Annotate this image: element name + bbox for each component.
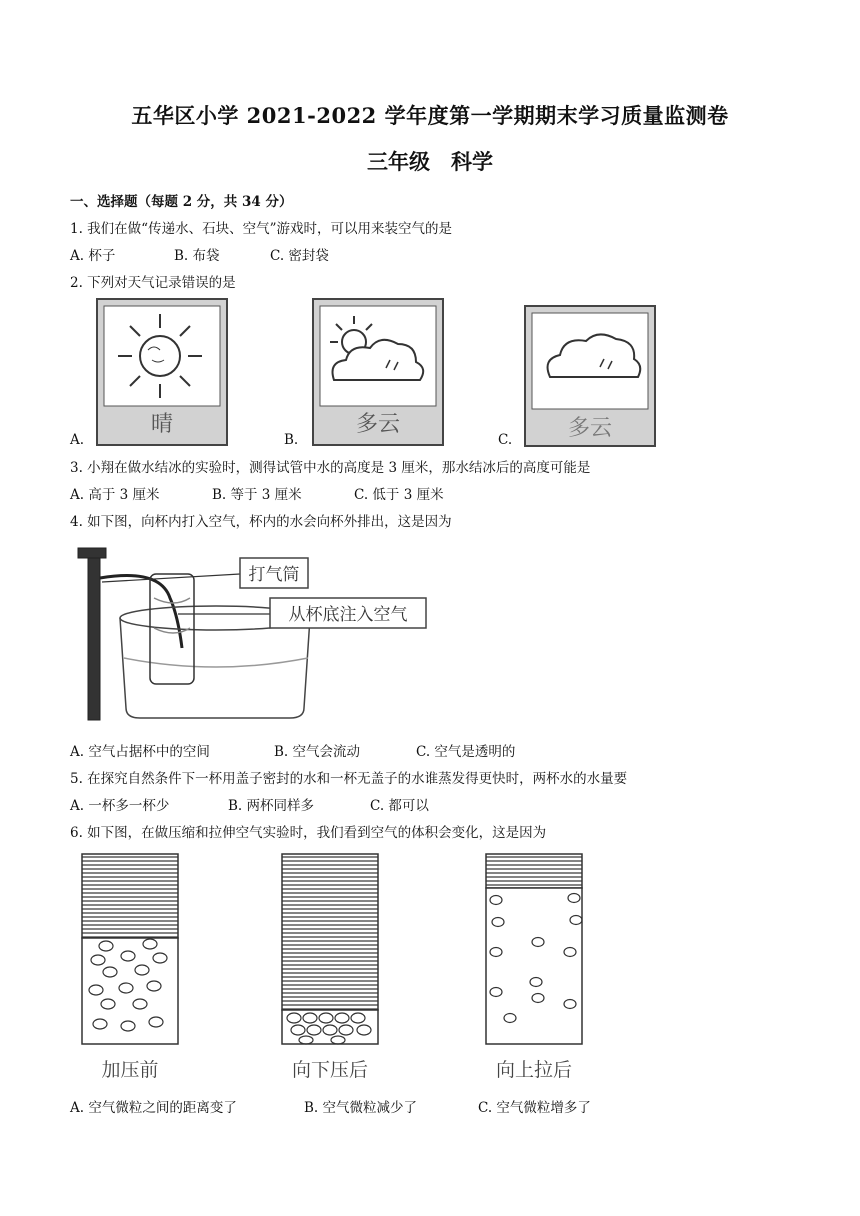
- question-1-options: [70, 244, 329, 264]
- weather-card-sunny: [96, 298, 228, 446]
- question-4-stem: 4. 如下图，向杯内打入空气，杯内的水会向杯外排出，这是因为: [70, 514, 452, 530]
- option-b[interactable]: B.: [284, 432, 299, 448]
- figure-caption: 向下压后: [291, 1059, 369, 1081]
- option-a[interactable]: A. 空气占据杯中的空间: [70, 744, 210, 760]
- option-c[interactable]: C. 密封袋: [270, 248, 329, 264]
- page-title: 五华区小学 2021-2022 学年度第一学期期末学习质量监测卷: [131, 103, 729, 128]
- weather-caption: 多云: [355, 412, 401, 437]
- option-b[interactable]: B. 空气会流动: [274, 744, 361, 760]
- syringe-after-press: [282, 854, 378, 1081]
- weather-card-cloudy: [312, 298, 444, 446]
- option-a[interactable]: A. 一杯多一杯少: [70, 798, 170, 814]
- option-a[interactable]: A. 杯子: [70, 248, 116, 264]
- question-2-stem: 2. 下列对天气记录错误的是: [70, 275, 236, 291]
- air-pump-experiment-figure: [68, 538, 438, 728]
- question-6-options: [70, 1096, 591, 1116]
- question-3-options: [70, 483, 444, 503]
- question-1-stem: 1. 我们在做“传递水、石块、空气”游戏时，可以用来装空气的是: [70, 221, 452, 237]
- option-b[interactable]: B. 等于 3 厘米: [212, 487, 302, 503]
- syringe-after-pull: [486, 854, 582, 1081]
- section-heading: 一、选择题（每题 2 分，共 34 分）: [70, 194, 293, 210]
- option-a[interactable]: A. 空气微粒之间的距离变了: [70, 1100, 237, 1116]
- weather-caption: 多云: [567, 416, 613, 441]
- figure-caption: 向上拉后: [495, 1059, 573, 1081]
- option-c[interactable]: C. 都可以: [370, 798, 429, 814]
- air-compression-figure: [76, 848, 596, 1088]
- question-6-stem: 6. 如下图，在做压缩和拉伸空气实验时，我们看到空气的体积会变化，这是因为: [70, 825, 547, 841]
- weather-card-cloud: [524, 305, 656, 447]
- option-b[interactable]: B. 布袋: [174, 248, 220, 264]
- option-b[interactable]: B. 两杯同样多: [228, 798, 315, 814]
- option-c[interactable]: C. 低于 3 厘米: [354, 487, 444, 503]
- question-5-stem: 5. 在探究自然条件下一杯用盖子密封的水和一杯无盖子的水谁蒸发得更快时，两杯水的水量要: [70, 771, 628, 787]
- figure-label-air-inlet: 从杯底注入空气: [288, 605, 408, 625]
- option-c[interactable]: C.: [498, 432, 513, 448]
- option-c[interactable]: C. 空气是透明的: [416, 744, 516, 760]
- weather-caption: 晴: [150, 412, 174, 437]
- question-3-stem: 3. 小翔在做水结冰的实验时，测得试管中水的高度是 3 厘米，那水结冰后的高度可能是: [70, 460, 591, 476]
- page-subtitle: 三年级 科学: [367, 149, 493, 174]
- figure-caption: 加压前: [101, 1059, 159, 1081]
- figure-label-pump: 打气筒: [248, 565, 300, 585]
- question-5-options: [70, 794, 429, 814]
- beaker-icon: [120, 574, 312, 718]
- option-b[interactable]: B. 空气微粒减少了: [304, 1100, 418, 1116]
- question-4-options: [70, 740, 515, 760]
- option-a[interactable]: A. 高于 3 厘米: [70, 487, 160, 503]
- option-c[interactable]: C. 空气微粒增多了: [478, 1100, 591, 1116]
- option-a[interactable]: A.: [70, 432, 85, 448]
- syringe-before-press: [82, 854, 178, 1081]
